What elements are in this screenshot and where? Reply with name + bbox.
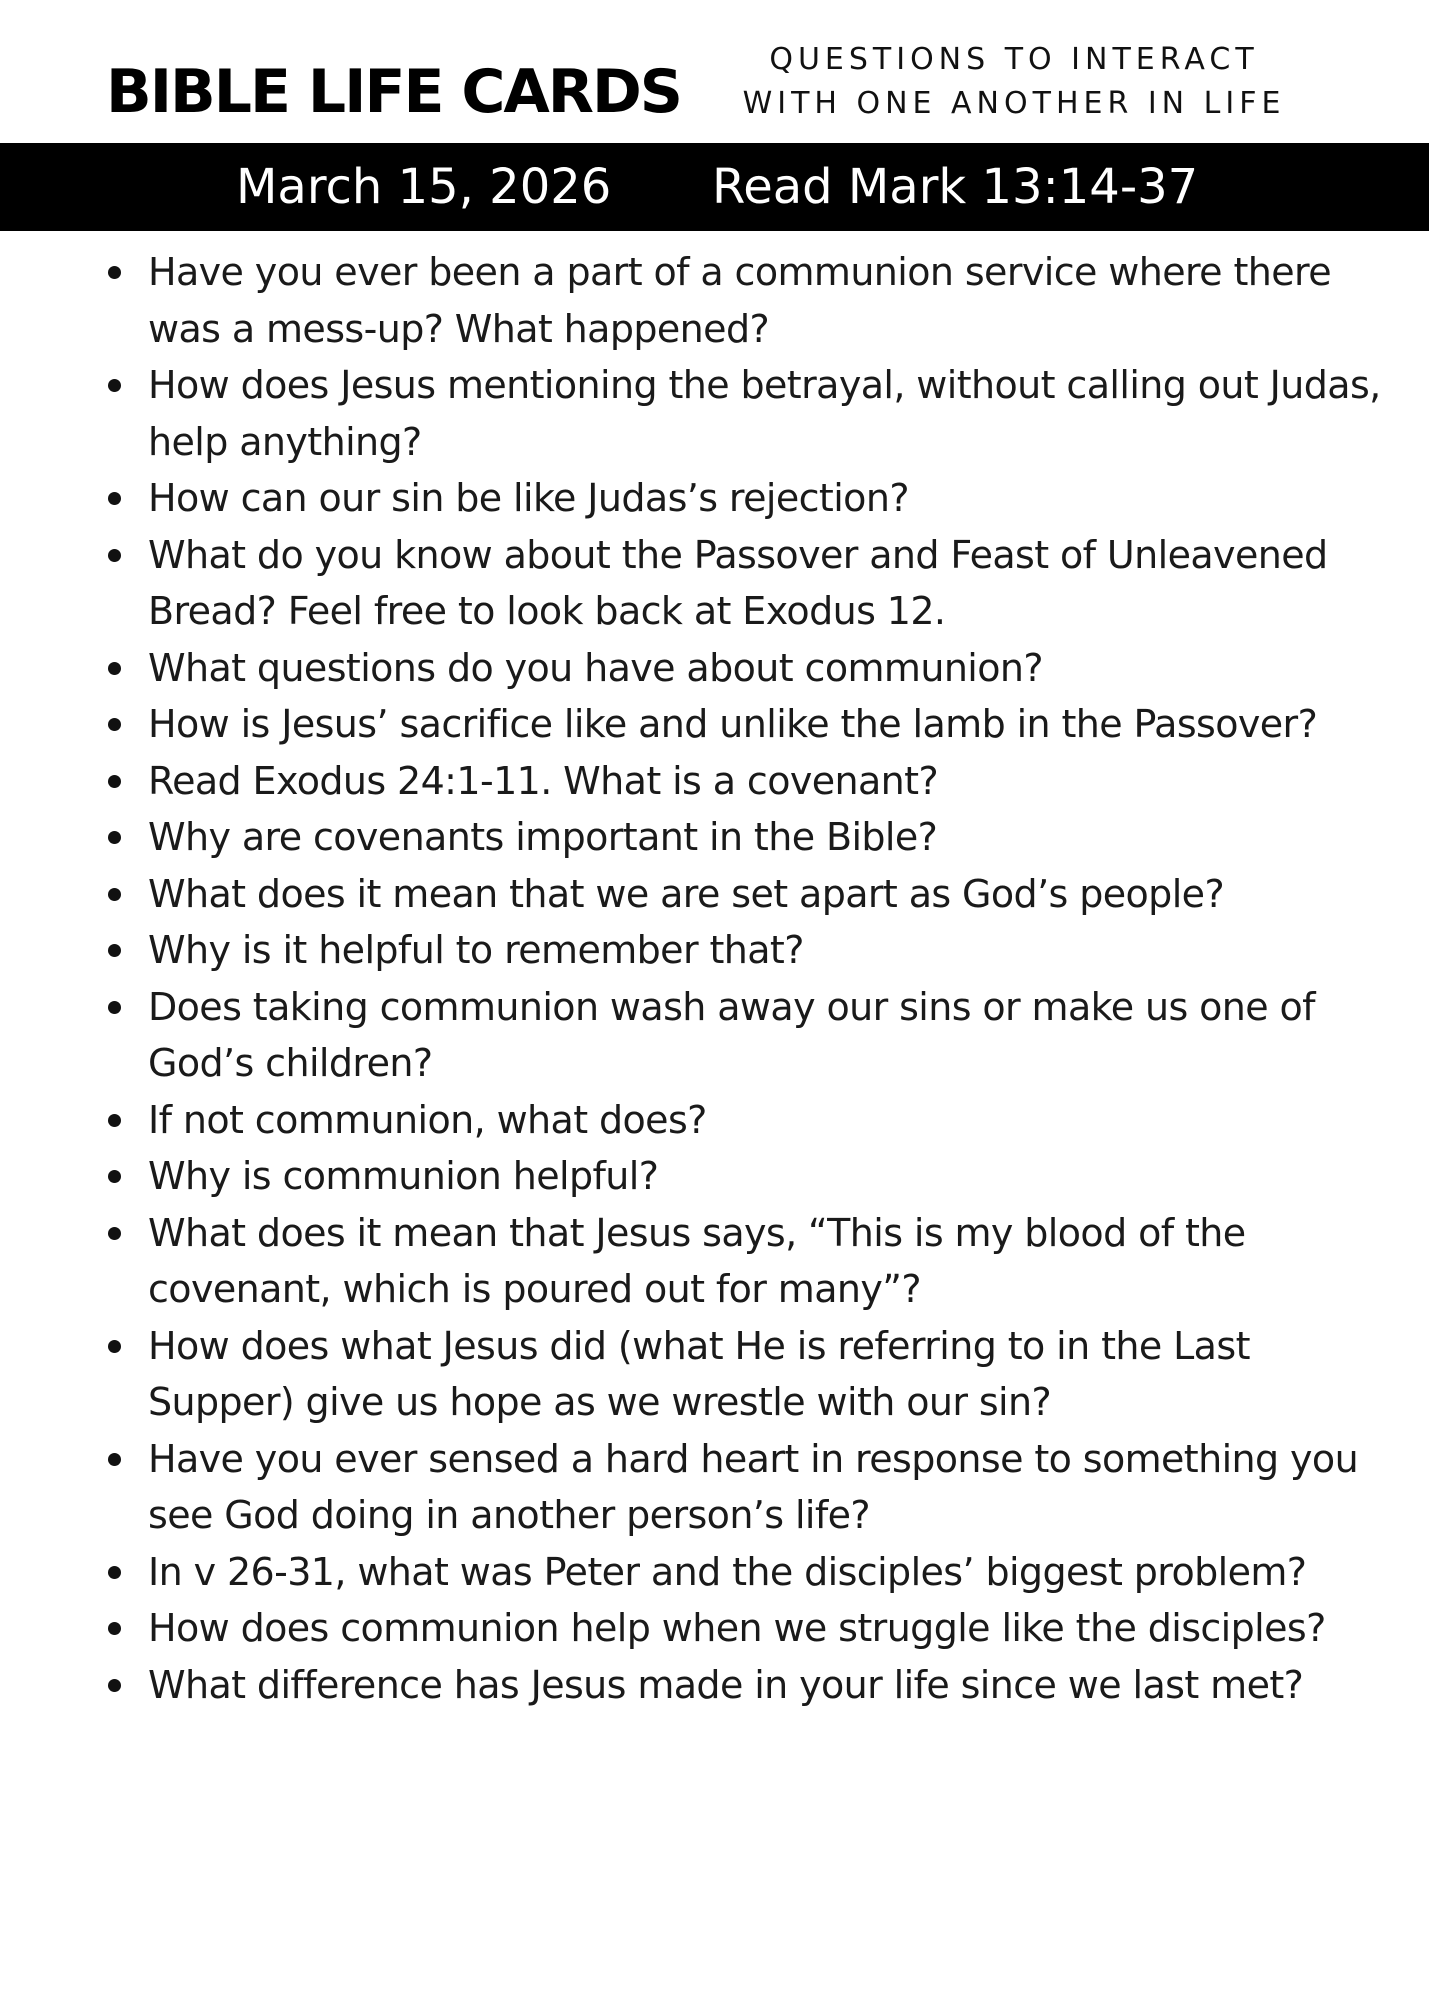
bullet-icon — [108, 492, 121, 505]
question-text: How does communion help when we struggle like the disciples? — [148, 1606, 1326, 1650]
question-text: Why are covenants important in the Bible? — [148, 815, 938, 859]
page-header — [0, 0, 1429, 143]
bullet-icon — [108, 775, 121, 788]
question-text: Does taking communion wash away our sins or make us one of God’s children? — [148, 984, 1315, 1085]
bullet-icon — [108, 266, 121, 279]
list-item — [0, 527, 1429, 640]
bullet-icon — [108, 718, 121, 731]
bullet-icon — [108, 1001, 121, 1014]
bullet-icon — [108, 1622, 121, 1635]
bullet-icon — [108, 549, 121, 562]
list-item — [0, 866, 1429, 923]
list-item — [0, 640, 1429, 697]
list-item — [0, 809, 1429, 866]
bullet-icon — [108, 1227, 121, 1240]
bullet-icon — [108, 1340, 121, 1353]
bullet-icon — [108, 1679, 121, 1692]
question-text: What does it mean that Jesus says, “This is my blood of the covenant, which is poured out for many”? — [148, 1210, 1246, 1311]
list-item — [0, 1148, 1429, 1205]
list-item — [0, 357, 1429, 470]
bullet-icon — [108, 662, 121, 675]
banner-reading: Read Mark 13:14-37 — [712, 159, 1199, 215]
question-text: Have you ever been a part of a communion service where there was a mess-up? What happened? — [148, 250, 1331, 351]
question-text: In v 26-31, what was Peter and the disciples’ biggest problem? — [148, 1549, 1307, 1594]
list-item — [0, 1318, 1429, 1431]
question-text: How can our sin be like Judas’s rejection? — [148, 476, 909, 520]
bullet-icon — [108, 1170, 121, 1183]
question-text: What do you know about the Passover and Feast of Unleavened Bread? Feel free to look back at Exodus 12. — [148, 532, 1328, 633]
list-item — [0, 979, 1429, 1092]
bullet-icon — [108, 1453, 121, 1466]
list-item — [0, 1544, 1429, 1601]
question-text: Why is it helpful to remember that? — [148, 928, 804, 972]
tagline-line-2: WITH ONE ANOTHER IN LIFE — [742, 86, 1286, 121]
bullet-icon — [108, 1114, 121, 1127]
question-text: Why is communion helpful? — [148, 1154, 659, 1198]
list-item — [0, 244, 1429, 357]
list-item — [0, 1092, 1429, 1149]
question-text: Have you ever sensed a hard heart in response to something you see God doing in another person’s life? — [148, 1436, 1359, 1537]
list-item — [0, 1657, 1429, 1714]
list-item — [0, 1600, 1429, 1657]
question-list — [0, 244, 1429, 1713]
question-text: How does what Jesus did (what He is referring to in the Last Supper) give us hope as we wrestle with our sin? — [148, 1323, 1250, 1424]
question-text: What does it mean that we are set apart as God’s people? — [148, 871, 1225, 916]
bullet-icon — [108, 831, 121, 844]
list-item — [0, 696, 1429, 753]
bullet-icon — [108, 1566, 121, 1579]
tagline-line-1: QUESTIONS TO INTERACT — [769, 42, 1259, 77]
question-text: Read Exodus 24:1-11. What is a covenant? — [148, 758, 939, 803]
page-title: BIBLE LIFE CARDS — [106, 57, 682, 127]
date-reading-banner — [0, 143, 1429, 231]
tagline — [734, 38, 1294, 126]
question-text: If not communion, what does? — [148, 1097, 707, 1142]
list-item — [0, 1431, 1429, 1544]
bullet-icon — [108, 379, 121, 392]
bullet-icon — [108, 888, 121, 901]
list-item — [0, 470, 1429, 527]
question-text: How is Jesus’ sacrifice like and unlike the lamb in the Passover? — [148, 702, 1318, 746]
list-item — [0, 753, 1429, 810]
list-item — [0, 1205, 1429, 1318]
question-text: What difference has Jesus made in your life since we last met? — [148, 1662, 1304, 1707]
question-text: What questions do you have about communion? — [148, 645, 1043, 690]
bullet-icon — [108, 944, 121, 957]
list-item — [0, 922, 1429, 979]
banner-date: March 15, 2026 — [236, 159, 612, 215]
question-text: How does Jesus mentioning the betrayal, without calling out Judas, help anything? — [148, 363, 1381, 464]
